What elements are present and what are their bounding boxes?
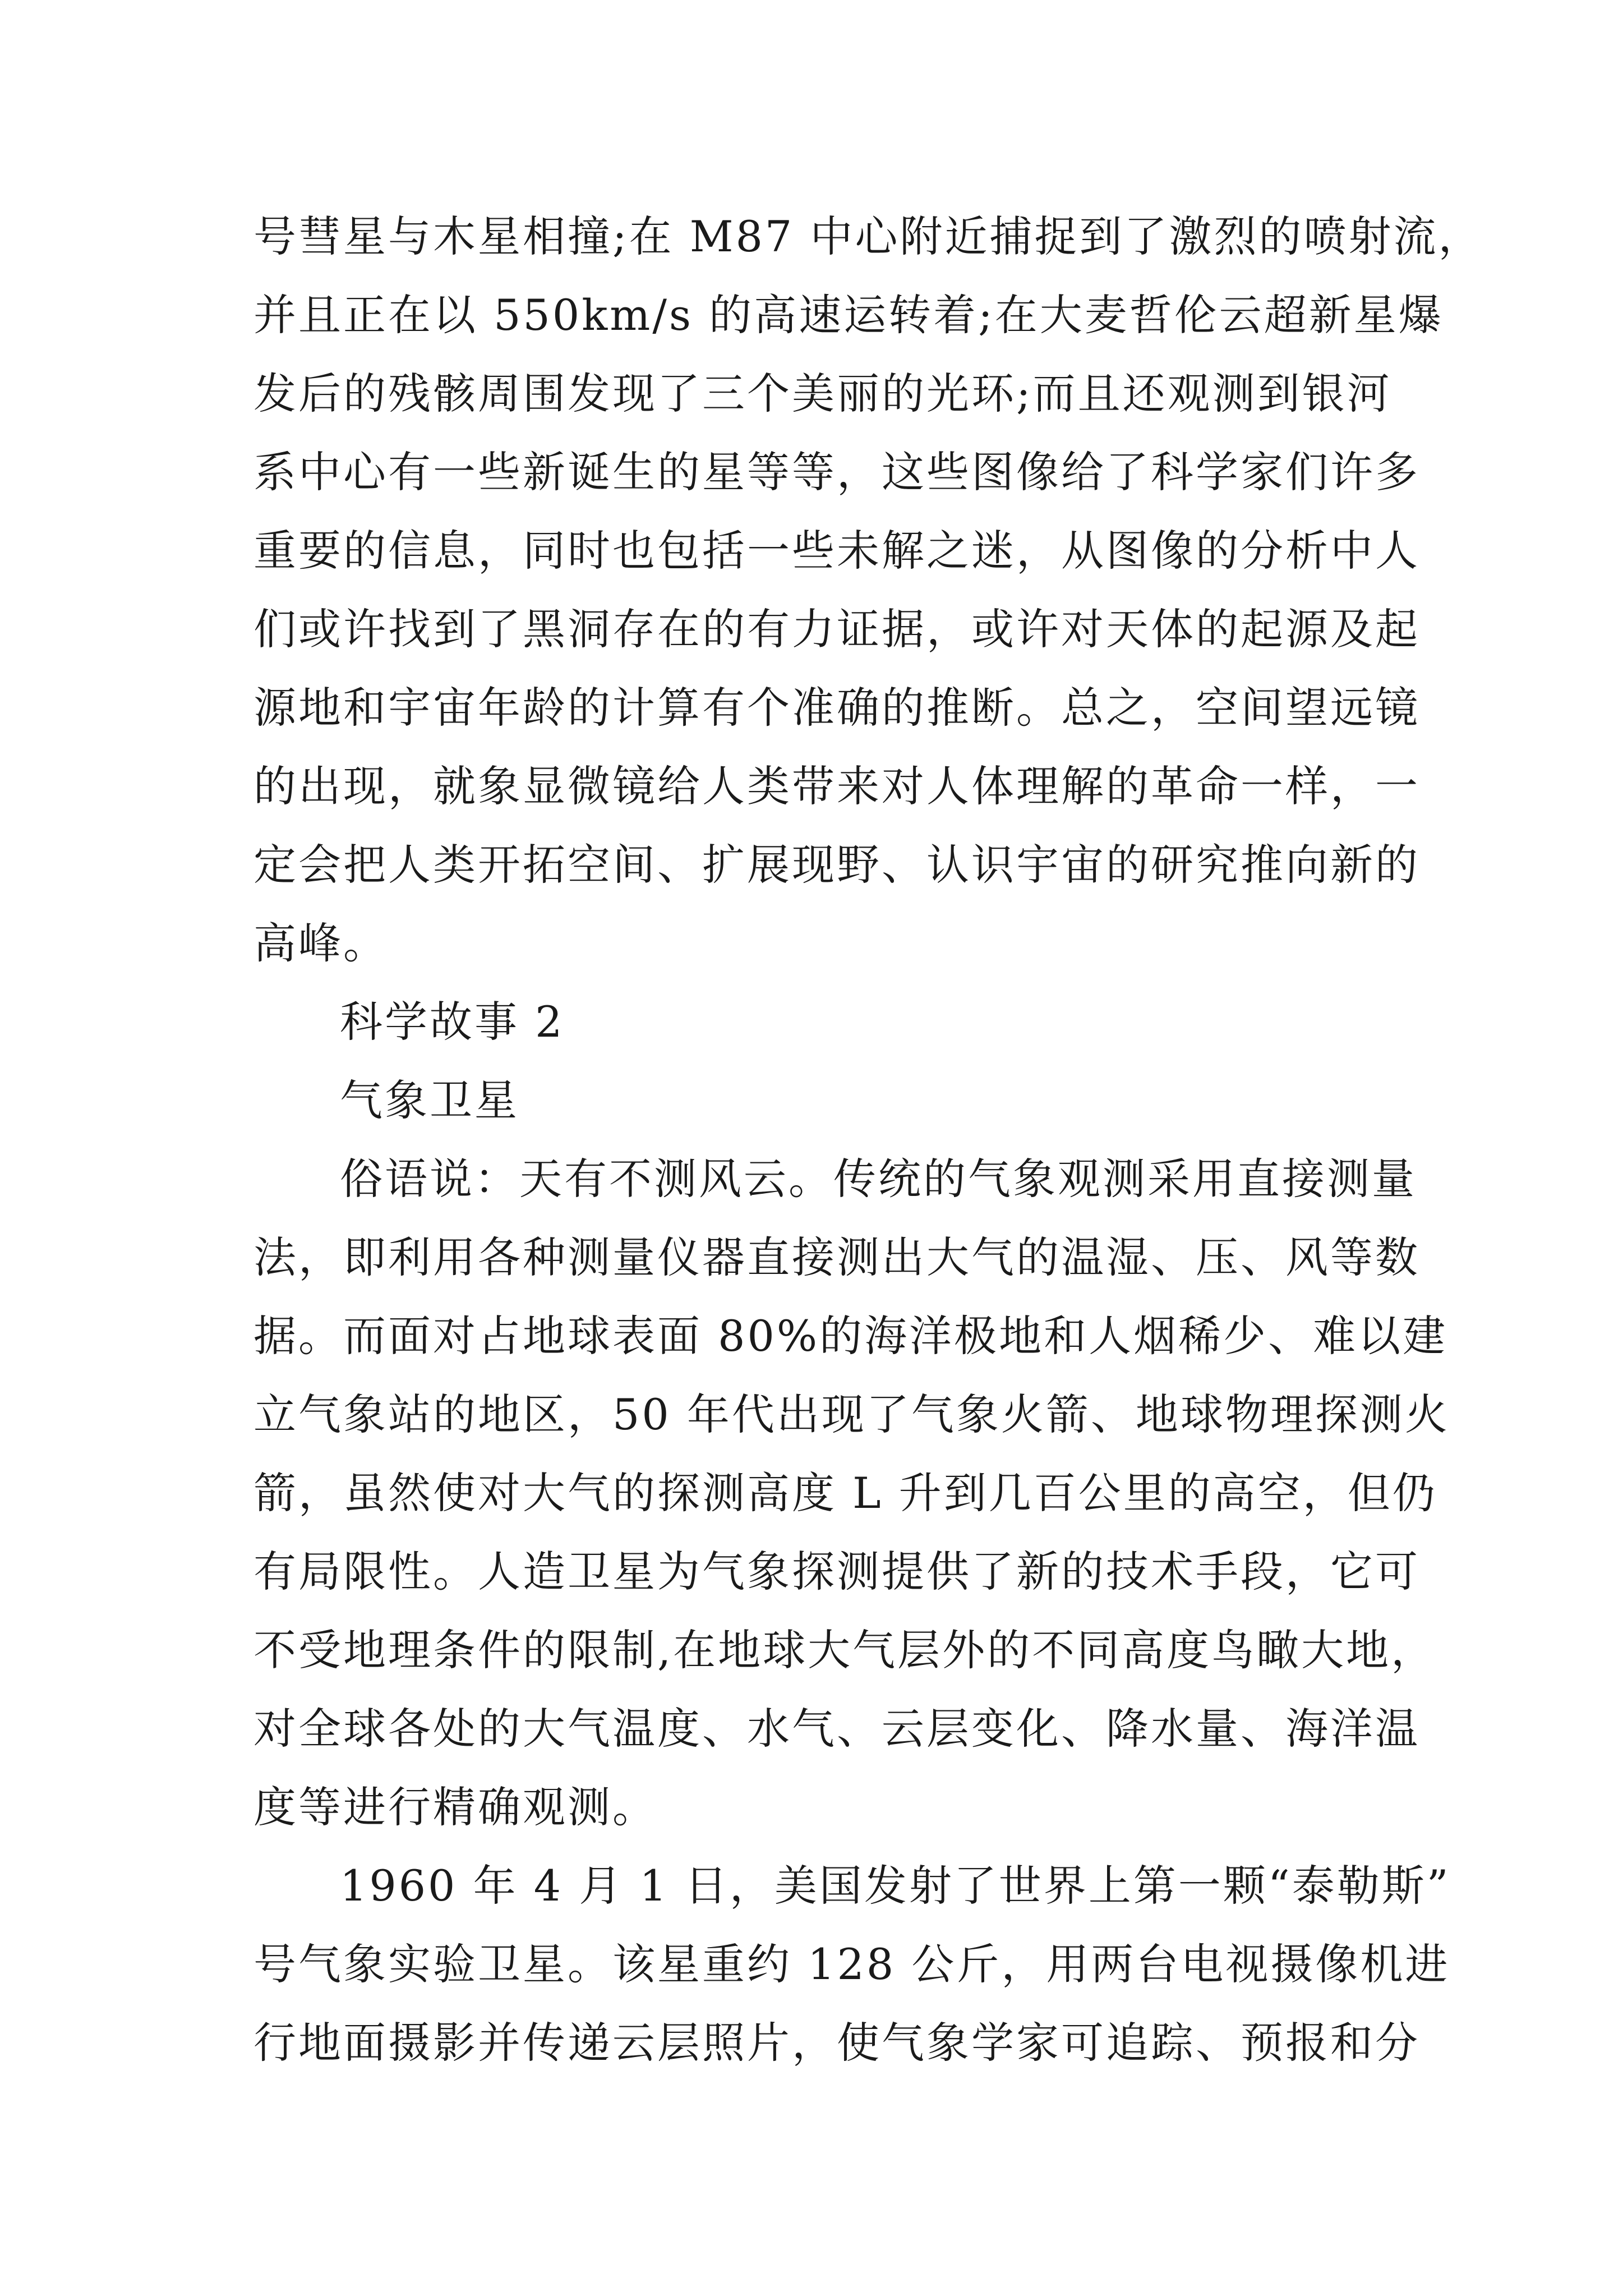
text-line: 定会把人类开拓空间、扩展现野、认识宇宙的研究推向新的 [253, 840, 1420, 890]
text-line: 的出现，就象显微镜给人类带来对人体理解的革命一样，一 [253, 761, 1420, 811]
text-line: 并且正在以 550km/s 的高速运转着;在大麦哲伦云超新星爆 [253, 290, 1444, 340]
text-line: 系中心有一些新诞生的星等等，这些图像给了科学家们许多 [253, 447, 1420, 497]
text-line: 高峰。 [253, 918, 388, 968]
body-text [253, 197, 1483, 2082]
text-line: 度等进行精确观测。 [253, 1782, 657, 1832]
article-title: 气象卫星 [340, 1075, 519, 1125]
text-line: 对全球各处的大气温度、水气、云层变化、降水量、海洋温 [253, 1704, 1420, 1754]
text-line: 不受地理条件的限制,在地球大气层外的不同高度鸟瞰大地， [253, 1625, 1436, 1675]
text-line: 俗语说：天有不测风云。传统的气象观测采用直接测量 [340, 1154, 1417, 1204]
text-line: 法，即利用各种测量仪器直接测出大气的温湿、压、风等数 [253, 1232, 1420, 1282]
text-line: 有局限性。人造卫星为气象探测提供了新的技术手段，它可 [253, 1547, 1420, 1596]
text-line: 们或许找到了黑洞存在的有力证据，或许对天体的起源及起 [253, 604, 1420, 654]
section-heading: 科学故事 2 [340, 997, 565, 1047]
text-line: 重要的信息，同时也包括一些未解之迷，从图像的分析中人 [253, 526, 1420, 576]
text-line: 据。而面对占地球表面 80%的海洋极地和人烟稀少、难以建 [253, 1311, 1448, 1361]
text-line: 发后的残骸周围发现了三个美丽的光环;而且还观测到银河 [253, 369, 1392, 418]
text-line: 箭，虽然使对大气的探测高度 L 升到几百公里的高空，但仍 [253, 1468, 1437, 1518]
text-line: 立气象站的地区，50 年代出现了气象火箭、地球物理探测火 [253, 1389, 1450, 1439]
text-line: 行地面摄影并传递云层照片，使气象学家可追踪、预报和分 [253, 2018, 1420, 2068]
text-line: 1960 年 4 月 1 日，美国发射了世界上第一颗“泰勒斯” [340, 1861, 1451, 1911]
text-line: 源地和宇宙年龄的计算有个准确的推断。总之，空间望远镜 [253, 683, 1420, 733]
text-line: 号气象实验卫星。该星重约 128 公斤，用两台电视摄像机进 [253, 1939, 1450, 1989]
text-line: 号彗星与木星相撞;在 M87 中心附近捕捉到了激烈的喷射流， [253, 211, 1483, 261]
